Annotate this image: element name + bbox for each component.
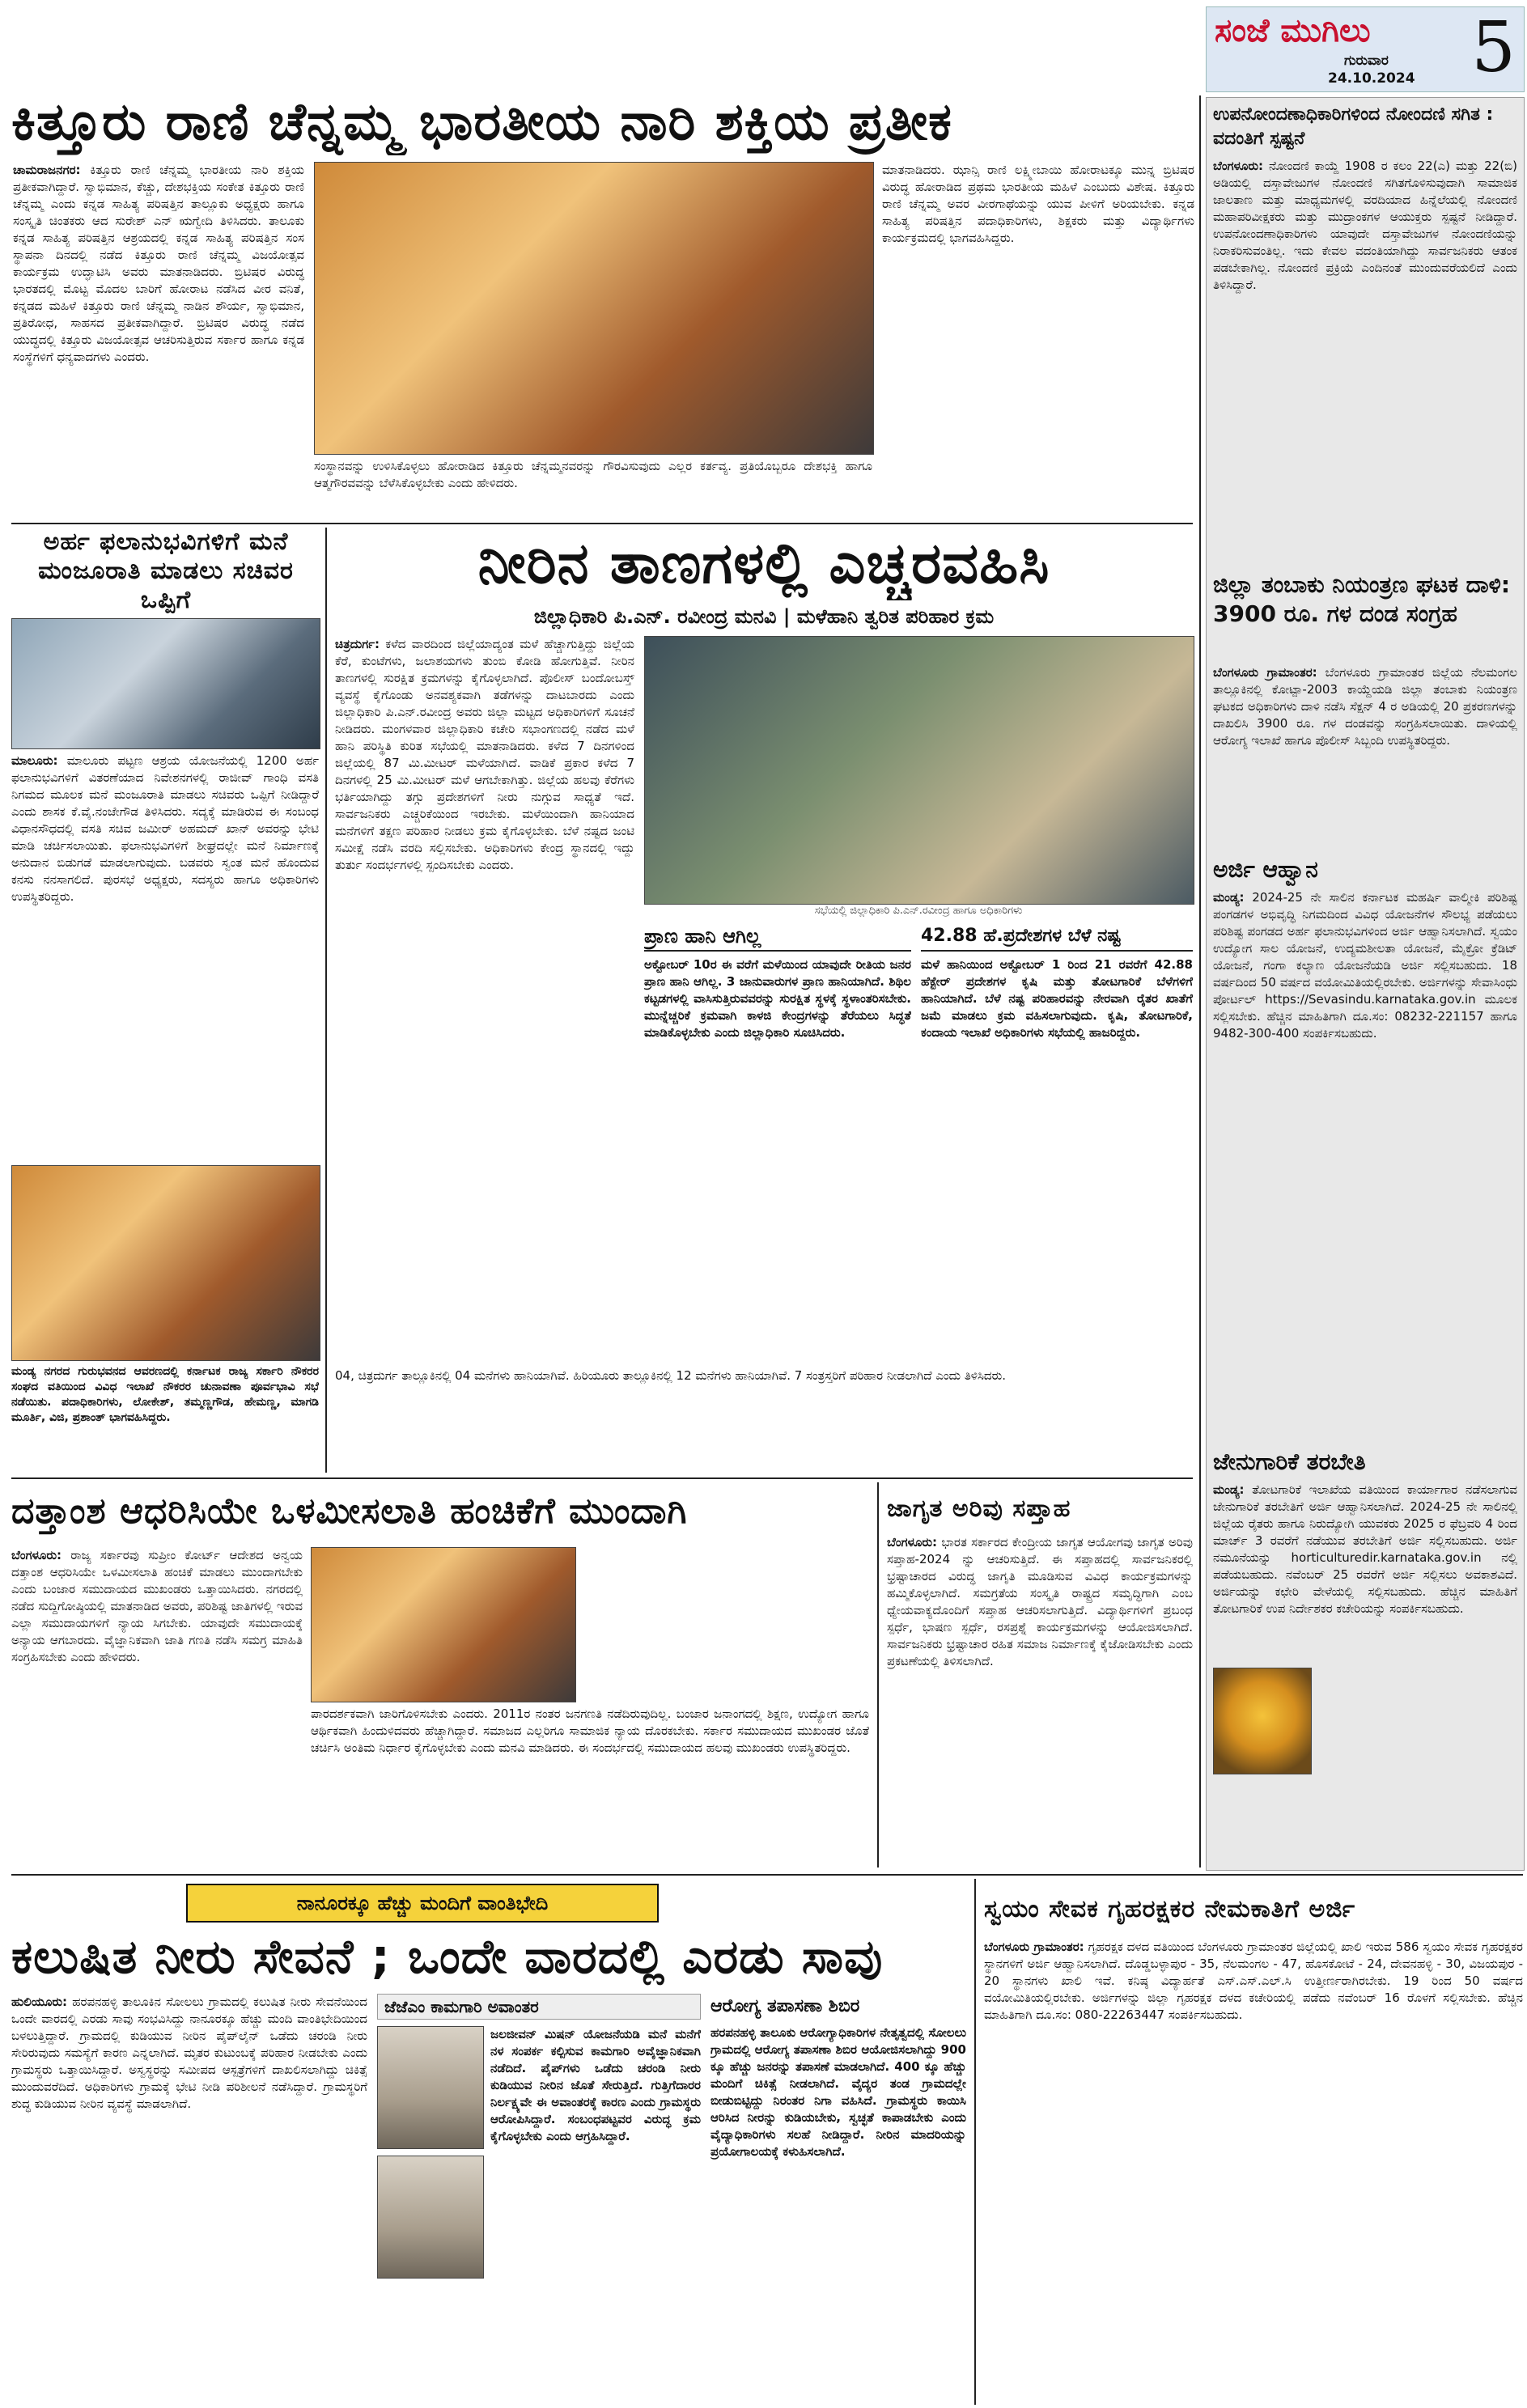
sidebar-s3-headline: ಅರ್ಜಿ ಆಹ್ವಾನ [1213, 856, 1318, 883]
victim-photo-2 [377, 2156, 484, 2279]
bottom-story [11, 1994, 367, 2398]
divider [11, 1477, 1193, 1479]
datthamsha-body: ರಾಜ್ಯ ಸರ್ಕಾರವು ಸುಪ್ರೀಂ ಕೋರ್ಟ್ ಆದೇಶದ ಅನ್ವಯ ದತ್ತಾಂಶ ಆಧರಿಸಿಯೇ ಒಳಮೀಸಲಾತಿ ಹಂಚಿಕೆ ಮಾಡಲು ಮುಂದಾಗಬೇಕು ಎಂದು ಬಂಜಾರ ಸಮುದಾಯದ ಮುಖಂಡರು ಒತ್ತಾಯಿಸಿದರು. ನಗರದಲ್ಲಿ ನಡೆದ ಸುದ್ದಿಗೋಷ್ಠಿಯಲ್ಲಿ ಮಾತನಾಡಿದ ಅವರು, ಪರಿಶಿಷ್ಟ ಜಾತಿಗಳಲ್ಲಿ ಇರುವ ಎಲ್ಲಾ ಸಮುದಾಯಗಳಿಗೆ ನ್ಯಾಯ ಸಿಗಬೇಕು. ಯಾವುದೇ ಸಮುದಾಯಕ್ಕೆ ಅನ್ಯಾಯ ಆಗಬಾರದು. ವೈಜ್ಞಾನಿಕವಾಗಿ ಜಾತಿ ಗಣತಿ ನಡೆಸಿ ಸಮಗ್ರ ಮಾಹಿತಿ ಸಂಗ್ರಹಿಸಬೇಕು ಎಂದು ಹೇಳಿದರು. [11, 1548, 303, 1664]
lead-body-col1: ಕಿತ್ತೂರು ರಾಣಿ ಚೆನ್ನಮ್ಮ ಭಾರತೀಯ ನಾರಿ ಶಕ್ತಿಯ ಪ್ರತೀಕವಾಗಿದ್ದಾರೆ. ಸ್ವಾಭಿಮಾನ, ಕೆಚ್ಚು, ದೇಶಭಕ್ತಿಯ ಸಂಕೇತ ಕಿತ್ತೂರು ರಾಣಿ ಚೆನ್ನಮ್ಮ ಎಂದು ಕನ್ನಡ ಸಾಹಿತ್ಯ ಪರಿಷತ್ತಿನ ತಾಲ್ಲೂಕು ಅಧ್ಯಕ್ಷರು ಹಾಗೂ ಸಂಸ್ಕೃತಿ ಚಿಂತಕರು ಆದ ಸುರೇಶ್ ಎನ್ ಋಗ್ವೇದಿ ತಿಳಿಸಿದರು. ತಾಲೂಕು ಕನ್ನಡ ಸಾಹಿತ್ಯ ಪರಿಷತ್ತಿನ ಆಶ್ರಯದಲ್ಲಿ ಕನ್ನಡ ಸಾಹಿತ್ಯ ಪರಿಷತ್ತಿನ ಸಂಸ ಸ್ಥಾಪನಾ ದಿನದಲ್ಲಿ ನಡೆದ ಕಿತ್ತೂರು ರಾಣಿ ಚೆನ್ನಮ್ಮ ವಿಜಯೋತ್ಸವ ಕಾರ್ಯಕ್ರಮ ಉದ್ಘಾಟಿಸಿ ಅವರು ಮಾತನಾಡಿದರು. ಬ್ರಿಟಿಷರ ವಿರುದ್ಧ ಭಾರತದಲ್ಲಿ ಮೊಟ್ಟ ಮೊದಲ ಬಾರಿಗೆ ಹೋರಾಟ ನಡೆಸಿದ ವೀರ ವನಿತೆ, ಕನ್ನಡದ ಮಹಿಳೆ ಕಿತ್ತೂರು ರಾಣಿ ಚೆನ್ನಮ್ಮ ನಾಡಿನ ಶೌರ್ಯ, ಸ್ವಾಭಿಮಾನ, ಪ್ರತಿರೋಧ, ಸಾಹಸದ ಪ್ರತೀಕವಾಗಿದ್ದಾರೆ. ಬ್ರಿಟಿಷರ ವಿರುದ್ಧ ನಡೆದ ಯುದ್ಧದಲ್ಲಿ ಕಿತ್ತೂರು ವಿಜಯೋತ್ಸವ ಆಚರಿಸುತ್ತಿರುವ ಸರ್ಕಾರ ಹಾಗೂ ಕನ್ನಡ ಸಂಸ್ಥೆಗಳಿಗೆ ಧನ್ಯವಾದಗಳು ಎಂದರು. [13, 163, 304, 364]
jjm-box [377, 1994, 701, 2398]
sidebar [1206, 97, 1525, 1871]
sidebar-s4-dateline: ಮಂಡ್ಯ: [1213, 1482, 1245, 1497]
mane-dateline: ಮಾಲೂರು: [11, 753, 58, 768]
sidebar-s4-body: ತೋಟಗಾರಿಕೆ ಇಲಾಖೆಯ ವತಿಯಿಂದ ಕಾರ್ಯಾಗಾರ ನಡೆಸಲಾಗುವ ಜೇನುಗಾರಿಕೆ ತರಬೇತಿಗೆ ಅರ್ಜಿ ಆಹ್ವಾನಿಸಲಾಗಿದೆ. 2024-25 ನೇ ಸಾಲಿನಲ್ಲಿ ಜಿಲ್ಲೆಯ ರೈತರು ಹಾಗೂ ನಿರುದ್ಯೋಗಿ ಯುವಕರು 2025 ರ ಫೆಬ್ರವರಿ 4 ರಿಂದ ಮಾರ್ಚ್ 3 ರವರೆಗೆ ನಡೆಯುವ ತರಬೇತಿಗೆ ಅರ್ಜಿ ಸಲ್ಲಿಸಬಹುದು. ಅರ್ಜಿ ನಮೂನೆಯನ್ನು horticulturedir.karnataka.gov.in ನಲ್ಲಿ ಪಡೆಯಬಹುದು. ನವೆಂಬರ್ 25 ರವರೆಗೆ ಅರ್ಜಿ ಸಲ್ಲಿಸಲು ಅವಕಾಶವಿದೆ. ಅರ್ಜಿಯನ್ನು ಕಛೇರಿ ವೇಳೆಯಲ್ಲಿ ಸಲ್ಲಿಸಬಹುದು. ಹೆಚ್ಚಿನ ಮಾಹಿತಿಗೆ ತೋಟಗಾರಿಕೆ ಉಪ ನಿರ್ದೇಶಕರ ಕಚೇರಿಯನ್ನು ಸಂಪರ್ಕಿಸಬಹುದು. [1213, 1482, 1517, 1616]
health-camp-title: ಆರೋಗ್ಯ ತಪಾಸಣಾ ಶಿಬಿರ [710, 1996, 860, 2016]
lead-story-col2 [314, 458, 872, 518]
neeru-headline: ನೀರಿನ ತಾಣಗಳಲ್ಲಿ ಎಚ್ಚರವಹಿಸಿ [477, 530, 1050, 596]
page-number: 5 [1471, 7, 1516, 88]
sidebar-s2-body: ಬೆಂಗಳೂರು ಗ್ರಾಮಾಂತರ ಜಿಲ್ಲೆಯ ನೆಲಮಂಗಲ ತಾಲ್ಲೂಕಿನಲ್ಲಿ ಕೋಟ್ಪಾ-2003 ಕಾಯ್ದೆಯಡಿ ಜಿಲ್ಲಾ ತಂಬಾಕು ನಿಯಂತ್ರಣ ಘಟಕದ ಅಧಿಕಾರಿಗಳು ದಾಳಿ ನಡೆಸಿ ಸೆಕ್ಷನ್ 4 ರ ಅಡಿಯಲ್ಲಿ 20 ಪ್ರಕರಣಗಳನ್ನು ದಾಖಲಿಸಿ 3900 ರೂ. ಗಳ ದಂಡವನ್ನು ಸಂಗ್ರಹಿಸಲಾಯಿತು. ದಾಳಿಯಲ್ಲಿ ಆರೋಗ್ಯ ಇಲಾಖೆ ಹಾಗೂ ಪೊಲೀಸ್ ಸಿಬ್ಬಂದಿ ಉಪಸ್ಥಿತರಿದ್ದರು. [1213, 665, 1517, 748]
sidebar-s1-headline: ಉಪನೋಂದಣಾಧಿಕಾರಿಗಳಿಂದ ನೋಂದಣಿ ಸಗಿತ : ವದಂತಿಗೆ ಸ್ಪಷ್ಟನೆ [1213, 104, 1494, 149]
sidebar-s3-story [1213, 889, 1517, 1439]
health-camp-body: ಹರಪನಹಳ್ಳಿ ತಾಲೂಕು ಆರೋಗ್ಯಾಧಿಕಾರಿಗಳ ನೇತೃತ್ವದಲ್ಲಿ ಸೋಲಲು ಗ್ರಾಮದಲ್ಲಿ ಆರೋಗ್ಯ ತಪಾಸಣಾ ಶಿಬಿರ ಆಯೋಜಿಸಲಾಗಿದ್ದು 900 ಕ್ಕೂ ಹೆಚ್ಚು ಜನರನ್ನು ತಪಾಸಣೆ ಮಾಡಲಾಗಿದೆ. 400 ಕ್ಕೂ ಹೆಚ್ಚು ಮಂದಿಗೆ ಚಿಕಿತ್ಸೆ ನೀಡಲಾಗಿದೆ. ವೈದ್ಯರ ತಂಡ ಗ್ರಾಮದಲ್ಲೇ ಬೀಡುಬಿಟ್ಟಿದ್ದು ನಿರಂತರ ನಿಗಾ ವಹಿಸಿದೆ. ಗ್ರಾಮಸ್ಥರು ಕಾಯಿಸಿ ಆರಿಸಿದ ನೀರನ್ನು ಕುಡಿಯಬೇಕು, ಸ್ವಚ್ಛತೆ ಕಾಪಾಡಬೇಕು ಎಂದು ವೈದ್ಯಾಧಿಕಾರಿಗಳು ಸಲಹೆ ನೀಡಿದ್ದಾರೆ. ನೀರಿನ ಮಾದರಿಯನ್ನು ಪ್ರಯೋಗಾಲಯಕ್ಕೆ ಕಳುಹಿಸಲಾಗಿದೆ. [710, 2025, 966, 2159]
divider [325, 528, 327, 1473]
masthead-date: 24.10.2024 [1328, 70, 1415, 87]
swayam-headline: ಸ್ವಯಂ ಸೇವಕ ಗೃಹರಕ್ಷಕರ ನೇಮಕಾತಿಗೆ ಅರ್ಜಿ [984, 1895, 1355, 1923]
jagrutha-story [887, 1534, 1193, 1863]
divider [974, 1879, 976, 2405]
neeru-story [335, 636, 634, 1356]
jagrutha-body: ಭಾರತ ಸರ್ಕಾರದ ಕೇಂದ್ರೀಯ ಜಾಗೃತ ಆಯೋಗವು ಜಾಗೃತ ಅರಿವು ಸಪ್ತಾಹ-2024 ನ್ನು ಆಚರಿಸುತ್ತಿದೆ. ಈ ಸಪ್ತಾಹದಲ್ಲಿ ಸಾರ್ವಜನಿಕರಲ್ಲಿ ಭ್ರಷ್ಟಾಚಾರದ ವಿರುದ್ಧ ಜಾಗೃತಿ ಮೂಡಿಸುವ ವಿವಿಧ ಕಾರ್ಯಕ್ರಮಗಳನ್ನು ಹಮ್ಮಿಕೊಳ್ಳಲಾಗಿದೆ. ಸಮಗ್ರತೆಯ ಸಂಸ್ಕೃತಿ ರಾಷ್ಟ್ರದ ಸಮೃದ್ಧಿಗಾಗಿ ಎಂಬ ಧ್ಯೇಯವಾಕ್ಯದೊಂದಿಗೆ ಸಪ್ತಾಹ ಆಚರಿಸಲಾಗುತ್ತಿದೆ. ವಿದ್ಯಾರ್ಥಿಗಳಿಗೆ ಪ್ರಬಂಧ ಸ್ಪರ್ಧೆ, ಭಾಷಣ ಸ್ಪರ್ಧೆ, ರಸಪ್ರಶ್ನೆ ಕಾರ್ಯಕ್ರಮಗಳನ್ನು ಆಯೋಜಿಸಲಾಗಿದೆ. ಸಾರ್ವಜನಿಕರು ಭ್ರಷ್ಟಾಚಾರ ರಹಿತ ಸಮಾಜ ನಿರ್ಮಾಣಕ್ಕೆ ಕೈಜೋಡಿಸಬೇಕು ಎಂದು ಪ್ರಕಟಣೆಯಲ್ಲಿ ತಿಳಿಸಲಾಗಿದೆ. [887, 1535, 1193, 1668]
datthamsha-photo [311, 1547, 576, 1702]
swayam-story [984, 1939, 1523, 2400]
sidebar-s1-dateline: ಬೆಂಗಳೂರು: [1213, 159, 1264, 173]
jjm-box-title: ಜೆಜೆಎಂ ಕಾಮಗಾರಿ ಅವಾಂತರ [377, 1994, 701, 2020]
sidebar-s4-story [1213, 1482, 1517, 1862]
lead-dateline: ಚಾಮರಾಜನಗರ: [13, 163, 81, 177]
neeru-body: ಕಳೆದ ವಾರದಿಂದ ಜಿಲ್ಲೆಯಾದ್ಯಂತ ಮಳೆ ಹೆಚ್ಚಾಗುತ್ತಿದ್ದು ಜಿಲ್ಲೆಯ ಕೆರೆ, ಕುಂಟೆಗಳು, ಜಲಾಶಯಗಳು ತುಂಬಿ ಕೋಡಿ ಹೋಗುತ್ತಿವೆ. ನೀರಿನ ತಾಣಗಳಲ್ಲಿ ಸುರಕ್ಷಿತ ಕ್ರಮಗಳನ್ನು ಕೈಗೊಳ್ಳಲಾಗಿದೆ. ಪೊಲೀಸ್ ಬಂದೋಬಸ್ತ್ ವ್ಯವಸ್ಥೆ ಕೈಗೊಂಡು ಅನವಶ್ಯಕವಾಗಿ ತಡೆಗಳನ್ನು ದಾಟಬಾರದು ಎಂದು ಜಿಲ್ಲಾಧಿಕಾರಿ ಪಿ.ಎನ್.ರವೀಂದ್ರ ಅವರು ಜಿಲ್ಲಾ ಮಟ್ಟದ ಅಧಿಕಾರಿಗಳಿಗೆ ಸೂಚನೆ ನೀಡಿದರು. ಮಂಗಳವಾರ ಜಿಲ್ಲಾಧಿಕಾರಿ ಕಚೇರಿ ಸಭಾಂಗಣದಲ್ಲಿ ನಡೆದ ಮಳೆ ಹಾನಿ ಪರಿಸ್ಥಿತಿ ಕುರಿತ ಸಭೆಯಲ್ಲಿ ಮಾತನಾಡಿದರು. ಕಳೆದ 7 ದಿನಗಳಿಂದ ಜಿಲ್ಲೆಯಲ್ಲಿ 87 ಮಿ.ಮೀಟರ್ ಮಳೆಯಾಗಿದೆ. ವಾಡಿಕೆ ಪ್ರಕಾರ ಕಳೆದ 7 ದಿನಗಳಲ್ಲಿ 25 ಮಿ.ಮೀಟರ್ ಮಳೆ ಆಗಬೇಕಾಗಿತ್ತು. ಜಿಲ್ಲೆಯ ಹಲವು ಕೆರೆಗಳು ಭರ್ತಿಯಾಗಿದ್ದು ತಗ್ಗು ಪ್ರದೇಶಗಳಿಗೆ ನೀರು ನುಗ್ಗುವ ಸಾಧ್ಯತೆ ಇದೆ. ಸಾರ್ವಜನಿಕರು ಎಚ್ಚರಿಕೆಯಿಂದ ಇರಬೇಕು. ಮಳೆಯಿಂದಾಗಿ ಹಾನಿಯಾದ ಮನೆಗಳಿಗೆ ತಕ್ಷಣ ಪರಿಹಾರ ನೀಡಲು ಕ್ರಮ ಕೈಗೊಳ್ಳಬೇಕು. ಬೆಳೆ ನಷ್ಟದ ಜಂಟಿ ಸಮೀಕ್ಷೆ ನಡೆಸಿ ವರದಿ ಸಲ್ಲಿಸಬೇಕು. ಅಧಿಕಾರಿಗಳು ಕೇಂದ್ರ ಸ್ಥಾನದಲ್ಲಿ ಇದ್ದು ತುರ್ತು ಸಂದರ್ಭಗಳಲ್ಲಿ ಸ್ಪಂದಿಸಬೇಕು ಎಂದರು. [335, 637, 634, 872]
mane-photo [11, 618, 320, 749]
lead-headline: ಕಿತ್ತೂರು ರಾಣಿ ಚೆನ್ನಮ್ಮ ಭಾರತೀಯ ನಾರಿ ಶಕ್ತಿಯ ಪ್ರತೀಕ [11, 92, 952, 152]
neeru-dateline: ಚಿತ್ರದುರ್ಗ: [335, 637, 380, 651]
victim-photo-1 [377, 2026, 484, 2149]
jagrutha-headline: ಜಾಗೃತ ಅರಿವು ಸಪ್ತಾಹ [887, 1494, 1071, 1523]
neeru-box1 [644, 922, 911, 1359]
sidebar-s2-headline: ಜಿಲ್ಲಾ ತಂಬಾಕು ನಿಯಂತ್ರಣ ಘಟಕ ದಾಳಿ: 3900 ರೂ. ಗಳ ದಂಡ ಸಂಗ್ರಹ [1213, 571, 1511, 627]
neeru-box2 [921, 922, 1193, 1359]
mane-body: ಮಾಲೂರು ಪಟ್ಟಣ ಆಶ್ರಯ ಯೋಜನೆಯಲ್ಲಿ 1200 ಅರ್ಹ ಫಲಾನುಭವಿಗಳಿಗೆ ವಿತರಣೆಯಾದ ನಿವೇಶನಗಳಲ್ಲಿ ರಾಜೀವ್ ಗಾಂಧಿ ವಸತಿ ನಿಗಮದ ಮೂಲಕ ಮನೆ ಮಂಜೂರಾತಿ ಮಾಡಲು ಸಚಿವರು ಒಪ್ಪಿಗೆ ನೀಡಿದ್ದಾರೆ ಎಂದು ಶಾಸಕ ಕೆ.ವೈ.ನಂಜೇಗೌಡ ತಿಳಿಸಿದರು. ಸದ್ಯಕ್ಕೆ ಮಾಡಿರುವ ಈ ಸಂಬಂಧ ವಿಧಾನಸೌಧದಲ್ಲಿ ವಸತಿ ಸಚಿವ ಜಮೀರ್ ಅಹಮದ್ ಖಾನ್ ಅವರನ್ನು ಭೇಟಿ ಮಾಡಿ ಚರ್ಚಿಸಲಾಯಿತು. ಫಲಾನುಭವಿಗಳಿಗೆ ಶೀಘ್ರದಲ್ಲೇ ಮನೆ ನಿರ್ಮಾಣಕ್ಕೆ ಅನುದಾನ ಬಿಡುಗಡೆ ಮಾಡಲಾಗುವುದು. ಬಡವರು ಸ್ವಂತ ಮನೆ ಹೊಂದುವ ಕನಸು ನನಸಾಗಲಿದೆ. ಪುರಸಭೆ ಅಧ್ಯಕ್ಷರು, ಸದಸ್ಯರು ಹಾಗೂ ಅಧಿಕಾರಿಗಳು ಉಪಸ್ಥಿತರಿದ್ದರು. [11, 753, 319, 904]
neeru-photo-caption: ಸಭೆಯಲ್ಲಿ ಜಿಲ್ಲಾಧಿಕಾರಿ ಪಿ.ಎನ್.ರವೀಂದ್ರ ಹಾಗೂ ಅಧಿಕಾರಿಗಳು [814, 905, 1023, 917]
sidebar-s3-body: 2024-25 ನೇ ಸಾಲಿನ ಕರ್ನಾಟಕ ಮಹರ್ಷಿ ವಾಲ್ಮೀಕಿ ಪರಿಶಿಷ್ಟ ಪಂಗಡಗಳ ಅಭಿವೃದ್ಧಿ ನಿಗಮದಿಂದ ವಿವಿಧ ಯೋಜನೆಗಳ ಸೌಲಭ್ಯ ಪಡೆಯಲು ಪರಿಶಿಷ್ಟ ಪಂಗಡದ ಅರ್ಹ ಫಲಾನುಭವಿಗಳಿಂದ ಅರ್ಜಿ ಆಹ್ವಾನಿಸಲಾಗಿದೆ. ಸ್ವಯಂ ಉದ್ಯೋಗ ಸಾಲ ಯೋಜನೆ, ಉದ್ಯಮಶೀಲತಾ ಯೋಜನೆ, ಮೈಕ್ರೋ ಕ್ರೆಡಿಟ್ ಯೋಜನೆ, ಗಂಗಾ ಕಲ್ಯಾಣ ಯೋಜನೆಯಡಿ ಅರ್ಜಿ ಸಲ್ಲಿಸಬಹುದು. 18 ವರ್ಷದಿಂದ 50 ವರ್ಷದ ವಯೋಮಿತಿಯಲ್ಲಿರಬೇಕು. ಅರ್ಜಿಗಳನ್ನು ಸೇವಾಸಿಂಧು ಪೋರ್ಟಲ್ https://Sevasindu.karnataka.gov.in ಮೂಲಕ ಸಲ್ಲಿಸಬೇಕು. ಹೆಚ್ಚಿನ ಮಾಹಿತಿಗಾಗಿ ದೂ.ಸಂ: 08232-221157 ಹಾಗೂ 9482-300-400 ಸಂಪರ್ಕಿಸಬಹುದು. [1213, 890, 1517, 1041]
neeru-box2-title: 42.88 ಹೆ.ಪ್ರದೇಶಗಳ ಬೆಳೆ ನಷ್ಟ [921, 922, 1193, 952]
neeru-photo [644, 636, 1194, 905]
divider [877, 1482, 879, 1867]
sidebar-s1-story [1213, 158, 1517, 562]
bottom-tag: ನಾನೂರಕ್ಕೂ ಹೆಚ್ಚು ಮಂದಿಗೆ ವಾಂತಿಭೇದಿ [186, 1884, 659, 1923]
sidebar-s1-body: ನೋಂದಣಿ ಕಾಯ್ದೆ 1908 ರ ಕಲಂ 22(ಎ) ಮತ್ತು 22(ಬಿ) ಅಡಿಯಲ್ಲಿ ದಸ್ತಾವೇಜುಗಳ ನೋಂದಣಿ ಸಗಿತಗೊಳಿಸುವುದಾಗಿ ಸಾಮಾಜಿಕ ಜಾಲತಾಣ ಮತ್ತು ಮಾಧ್ಯಮಗಳಲ್ಲಿ ವರದಿಯಾದ ಹಿನ್ನೆಲೆಯಲ್ಲಿ ನೋಂದಣಿ ಮಹಾಪರಿವೀಕ್ಷಕರು ಮತ್ತು ಮುದ್ರಾಂಕಗಳ ಆಯುಕ್ತರು ಸ್ಪಷ್ಟನೆ ನೀಡಿದ್ದಾರೆ. ಉಪನೋಂದಣಾಧಿಕಾರಿಗಳು ಯಾವುದೇ ದಸ್ತಾವೇಜುಗಳ ನೋಂದಣಿಯನ್ನು ನಿರಾಕರಿಸುವಂತಿಲ್ಲ. ಇದು ಕೇವಲ ವದಂತಿಯಾಗಿದ್ದು ಸಾರ್ವಜನಿಕರು ಆತಂಕ ಪಡಬೇಕಾಗಿಲ್ಲ. ನೋಂದಣಿ ಪ್ರಕ್ರಿಯೆ ಎಂದಿನಂತೆ ಮುಂದುವರೆಯಲಿದೆ ಎಂದು ತಿಳಿಸಿದ್ದಾರೆ. [1213, 159, 1517, 292]
neeru-body2: 04, ಚಿತ್ರದುರ್ಗ ತಾಲ್ಲೂಕಿನಲ್ಲಿ 04 ಮನೆಗಳು ಹಾನಿಯಾಗಿವೆ. ಹಿರಿಯೂರು ತಾಲ್ಲೂಕಿನಲ್ಲಿ 12 ಮನೆಗಳು ಹಾನಿಯಾಗಿವೆ. 7 ಸಂತ್ರಸ್ತರಿಗೆ ಪರಿಹಾರ ನೀಡಲಾಗಿದೆ ಎಂದು ತಿಳಿಸಿದರು. [335, 1368, 1007, 1383]
datthamsha-story [11, 1547, 303, 1863]
masthead-logo: ಸಂಜೆ ಮುಗಿಲು [1215, 12, 1371, 49]
divider [11, 523, 1193, 524]
neeru-box1-title: ಪ್ರಾಣ ಹಾನಿ ಆಗಿಲ್ಲ [644, 922, 911, 952]
mane-story [11, 752, 319, 1157]
bottom-dateline: ಹುಲಿಯೂರು: [11, 1995, 68, 2009]
lead-body-col3b: ಮಾತನಾಡಿದರು. ಝಾನ್ಸಿ ರಾಣಿ ಲಕ್ಷ್ಮೀಬಾಯಿ ಹೋರಾಟಕ್ಕೂ ಮುನ್ನ ಬ್ರಿಟಿಷರ ವಿರುದ್ಧ ಹೋರಾಡಿದ ಪ್ರಥಮ ಭಾರತೀಯ ಮಹಿಳೆ ಎಂಬುದು ವಿಶೇಷ. ಕಿತ್ತೂರು ರಾಣಿ ಚೆನ್ನಮ್ಮ ಅವರ ವೀರಗಾಥೆಯನ್ನು ಯುವ ಪೀಳಿಗೆ ಅರಿಯಬೇಕು. ಕನ್ನಡ ಸಾಹಿತ್ಯ ಪರಿಷತ್ತಿನ ಪದಾಧಿಕಾರಿಗಳು, ಶಿಕ್ಷಕರು ಮತ್ತು ವಿದ್ಯಾರ್ಥಿಗಳು ಕಾರ್ಯಕ್ರಮದಲ್ಲಿ ಭಾಗವಹಿಸಿದ್ದರು. [882, 163, 1194, 245]
divider [11, 1874, 1523, 1876]
datthamsha-headline: ದತ್ತಾಂಶ ಆಧರಿಸಿಯೇ ಒಳಮೀಸಲಾತಿ ಹಂಚಿಕೆಗೆ ಮುಂದಾಗಿ [11, 1490, 688, 1532]
swayam-body: ಗೃಹರಕ್ಷಕ ದಳದ ವತಿಯಿಂದ ಬೆಂಗಳೂರು ಗ್ರಾಮಾಂತರ ಜಿಲ್ಲೆಯಲ್ಲಿ ಖಾಲಿ ಇರುವ 586 ಸ್ವಯಂ ಸೇವಕ ಗೃಹರಕ್ಷಕರ ಸ್ಥಾನಗಳಿಗೆ ಅರ್ಜಿ ಆಹ್ವಾನಿಸಲಾಗಿದೆ. ದೊಡ್ಡಬಳ್ಳಾಪುರ - 35, ನೆಲಮಂಗಲ - 47, ಹೊಸಕೋಟೆ - 24, ದೇವನಹಳ್ಳಿ - 30, ವಿಜಯಪುರ - 20 ಸ್ಥಾನಗಳು ಖಾಲಿ ಇವೆ. ಕನಿಷ್ಠ ವಿದ್ಯಾರ್ಹತೆ ಎಸ್.ಎಸ್.ಎಲ್.ಸಿ ಉತ್ತೀರ್ಣರಾಗಿರಬೇಕು. 19 ರಿಂದ 50 ವರ್ಷದ ವಯೋಮಿತಿಯಲ್ಲಿರಬೇಕು. ಅರ್ಜಿಗಳನ್ನು ಜಿಲ್ಲಾ ಗೃಹರಕ್ಷಕ ದಳದ ಕಚೇರಿಯಲ್ಲಿ ಪಡೆದು ನವೆಂಬರ್ 16 ರೊಳಗೆ ಸಲ್ಲಿಸಬೇಕು. ಹೆಚ್ಚಿನ ಮಾಹಿತಿಗಾಗಿ ದೂ.ಸಂ: 080-22263447 ಸಂಪರ್ಕಿಸಬಹುದು. [984, 1940, 1523, 2022]
mandya-caption: ಮಂಡ್ಯ ನಗರದ ಗುರುಭವನದ ಆವರಣದಲ್ಲಿ ಕರ್ನಾಟಕ ರಾಜ್ಯ ಸರ್ಕಾರಿ ನೌಕರರ ಸಂಘದ ವತಿಯಿಂದ ವಿವಿಧ ಇಲಾಖೆ ನೌಕರರ ಚುನಾವಣಾ ಪೂರ್ವಭಾವಿ ಸಭೆ ನಡೆಯಿತು. ಪದಾಧಿಕಾರಿಗಳು, ಲೋಕೇಶ್, ತಮ್ಮಣ್ಣಗೌಡ, ಹೇಮಣ್ಣ, ಮಾಗಡಿ ಮೂರ್ತಿ, ವಿಜಿ, ಪ್ರಶಾಂತ್ ಭಾಗವಹಿಸಿದ್ದರು. [11, 1365, 319, 1424]
masthead-weekday: ಗುರುವಾರ [1344, 53, 1389, 69]
bottom-body: ಹರಪನಹಳ್ಳಿ ತಾಲೂಕಿನ ಸೋಲಲು ಗ್ರಾಮದಲ್ಲಿ ಕಲುಷಿತ ನೀರು ಸೇವನೆಯಿಂದ ಒಂದೇ ವಾರದಲ್ಲಿ ಎರಡು ಸಾವು ಸಂಭವಿಸಿದ್ದು ನಾನೂರಕ್ಕೂ ಹೆಚ್ಚು ಮಂದಿ ವಾಂತಿಭೇದಿಯಿಂದ ಬಳಲುತ್ತಿದ್ದಾರೆ. ಗ್ರಾಮದಲ್ಲಿ ಕುಡಿಯುವ ನೀರಿನ ಪೈಪ್‌ಲೈನ್ ಒಡೆದು ಚರಂಡಿ ನೀರು ಸೇರಿರುವುದು ಸಮಸ್ಯೆಗೆ ಕಾರಣ ಎನ್ನಲಾಗಿದೆ. ಮೃತರ ಕುಟುಂಬಕ್ಕೆ ಪರಿಹಾರ ನೀಡಬೇಕು ಎಂದು ಗ್ರಾಮಸ್ಥರು ಒತ್ತಾಯಿಸಿದ್ದಾರೆ. ಅಸ್ವಸ್ಥರನ್ನು ಸಮೀಪದ ಆಸ್ಪತ್ರೆಗಳಿಗೆ ದಾಖಲಿಸಲಾಗಿದ್ದು ಚಿಕಿತ್ಸೆ ಮುಂದುವರೆದಿದೆ. ಅಧಿಕಾರಿಗಳು ಗ್ರಾಮಕ್ಕೆ ಭೇಟಿ ನೀಡಿ ಪರಿಶೀಲನೆ ನಡೆಸಿದ್ದಾರೆ. ಗ್ರಾಮಸ್ಥರಿಗೆ ಶುದ್ಧ ಕುಡಿಯುವ ನೀರಿನ ವ್ಯವಸ್ಥೆ ಮಾಡಲಾಗಿದೆ. [11, 1995, 367, 2111]
divider [1199, 95, 1201, 1867]
jagrutha-dateline: ಬೆಂಗಳೂರು: [887, 1535, 938, 1550]
sidebar-s2-story [1213, 664, 1517, 850]
datthamsha-dateline: ಬೆಂಗಳೂರು: [11, 1548, 62, 1562]
lead-story-col3 [882, 162, 1194, 518]
datthamsha-col3 [583, 1547, 869, 1701]
bottom-headline: ಕಲುಷಿತ ನೀರು ಸೇವನೆ ; ಒಂದೇ ವಾರದಲ್ಲಿ ಎರಡು ಸಾವು [11, 1929, 884, 1984]
masthead [1206, 6, 1525, 92]
jjm-box-body: ಜಲಜೀವನ್ ಮಿಷನ್ ಯೋಜನೆಯಡಿ ಮನೆ ಮನೆಗೆ ನಳ ಸಂಪರ್ಕ ಕಲ್ಪಿಸುವ ಕಾಮಗಾರಿ ಅವೈಜ್ಞಾನಿಕವಾಗಿ ನಡೆದಿದೆ. ಪೈಪ್‌ಗಳು ಒಡೆದು ಚರಂಡಿ ನೀರು ಕುಡಿಯುವ ನೀರಿನ ಜೊತೆ ಸೇರುತ್ತಿದೆ. ಗುತ್ತಿಗೆದಾರರ ನಿರ್ಲಕ್ಷ್ಯವೇ ಈ ಅವಾಂತರಕ್ಕೆ ಕಾರಣ ಎಂದು ಗ್ರಾಮಸ್ಥರು ಆರೋಪಿಸಿದ್ದಾರೆ. ಸಂಬಂಧಪಟ್ಟವರ ವಿರುದ್ಧ ಕ್ರಮ ಕೈಗೊಳ್ಳಬೇಕು ಎಂದು ಆಗ್ರಹಿಸಿದ್ದಾರೆ. [490, 2027, 701, 2143]
neeru-subhead: ಜಿಲ್ಲಾಧಿಕಾರಿ ಪಿ.ಎನ್. ರವೀಂದ್ರ ಮನವಿ | ಮಳೆಹಾನಿ ತ್ವರಿತ ಪರಿಹಾರ ಕ್ರಮ [533, 605, 995, 628]
lead-photo [314, 162, 874, 455]
sidebar-s2-dateline: ಬೆಂಗಳೂರು ಗ್ರಾಮಾಂತರ: [1213, 665, 1317, 680]
mandya-photo [11, 1165, 320, 1361]
mane-headline: ಅರ್ಹ ಫಲಾನುಭವಿಗಳಿಗೆ ಮನೆ ಮಂಜೂರಾತಿ ಮಾಡಲು ಸಚಿವರ ಒಪ್ಪಿಗೆ [38, 528, 294, 614]
datthamsha-col2: ಪಾರದರ್ಶಕವಾಗಿ ಜಾರಿಗೊಳಿಸಬೇಕು ಎಂದರು. 2011ರ ನಂತರ ಜನಗಣತಿ ನಡೆದಿರುವುದಿಲ್ಲ. ಬಂಜಾರ ಜನಾಂಗದಲ್ಲಿ ಶಿಕ್ಷಣ, ಉದ್ಯೋಗ ಹಾಗೂ ಆರ್ಥಿಕವಾಗಿ ಹಿಂದುಳಿದವರು ಹೆಚ್ಚಾಗಿದ್ದಾರೆ. ಸಮಾಜದ ಎಲ್ಲರಿಗೂ ಸಾಮಾಜಿಕ ನ್ಯಾಯ ದೊರಕಬೇಕು. ಸರ್ಕಾರ ಸಮುದಾಯದ ಮುಖಂಡರ ಜೊತೆ ಚರ್ಚಿಸಿ ಅಂತಿಮ ನಿರ್ಧಾರ ಕೈಗೊಳ್ಳಬೇಕು ಎಂದು ಮನವಿ ಮಾಡಿದರು. ಈ ಸಂದರ್ಭದಲ್ಲಿ ಸಮುದಾಯದ ಹಲವು ಮುಖಂಡರು ಉಪಸ್ಥಿತರಿದ್ದರು. [311, 1706, 869, 1755]
health-camp-box [710, 1994, 966, 2398]
swayam-dateline: ಬೆಂಗಳೂರು ಗ್ರಾಮಾಂತರ: [984, 1940, 1084, 1954]
lead-story-col1 [13, 162, 304, 518]
neeru-box1-body: ಅಕ್ಟೋಬರ್ 10ರ ಈ ವರೆಗೆ ಮಳೆಯಿಂದ ಯಾವುದೇ ರೀತಿಯ ಜನರ ಪ್ರಾಣ ಹಾನಿ ಆಗಿಲ್ಲ. 3 ಜಾನುವಾರುಗಳ ಪ್ರಾಣ ಹಾನಿಯಾಗಿದೆ. ಶಿಥಿಲ ಕಟ್ಟಡಗಳಲ್ಲಿ ವಾಸಿಸುತ್ತಿರುವವರನ್ನು ಸುರಕ್ಷಿತ ಸ್ಥಳಕ್ಕೆ ಸ್ಥಳಾಂತರಿಸಬೇಕು. ಮುನ್ನೆಚ್ಚರಿಕೆ ಕ್ರಮವಾಗಿ ಕಾಳಜಿ ಕೇಂದ್ರಗಳನ್ನು ತೆರೆಯಲು ಸಿದ್ಧತೆ ಮಾಡಿಕೊಳ್ಳಬೇಕು ಎಂದು ಜಿಲ್ಲಾಧಿಕಾರಿ ಸೂಚಿಸಿದರು. [644, 957, 911, 1040]
lead-body-col3a: ಸಂಸ್ಥಾನವನ್ನು ಉಳಿಸಿಕೊಳ್ಳಲು ಹೋರಾಡಿದ ಕಿತ್ತೂರು ಚೆನ್ನಮ್ಮನವರನ್ನು ಗೌರವಿಸುವುದು ಎಲ್ಲರ ಕರ್ತವ್ಯ. ಪ್ರತಿಯೊಬ್ಬರೂ ದೇಶಭಕ್ತಿ ಹಾಗೂ ಆತ್ಮಗೌರವವನ್ನು ಬೆಳೆಸಿಕೊಳ್ಳಬೇಕು ಎಂದು ಹೇಳಿದರು. [314, 459, 872, 490]
neeru-box2-body: ಮಳೆ ಹಾನಿಯಿಂದ ಅಕ್ಟೋಬರ್ 1 ರಿಂದ 21 ರವರೆಗೆ 42.88 ಹೆಕ್ಟೇರ್ ಪ್ರದೇಶಗಳ ಕೃಷಿ ಮತ್ತು ತೋಟಗಾರಿಕೆ ಬೆಳೆಗಳಿಗೆ ಹಾನಿಯಾಗಿದೆ. ಬೆಳೆ ನಷ್ಟ ಪರಿಹಾರವನ್ನು ನೇರವಾಗಿ ರೈತರ ಖಾತೆಗೆ ಜಮೆ ಮಾಡಲು ಕ್ರಮ ವಹಿಸಲಾಗುವುದು. ಕೃಷಿ, ತೋಟಗಾರಿಕೆ, ಕಂದಾಯ ಇಲಾಖೆ ಅಧಿಕಾರಿಗಳು ಸಭೆಯಲ್ಲಿ ಹಾಜರಿದ್ದರು. [921, 957, 1193, 1040]
sidebar-s4-headline: ಜೇನುಗಾರಿಕೆ ತರಬೇತಿ [1213, 1448, 1366, 1475]
sidebar-s3-dateline: ಮಂಡ್ಯ: [1213, 890, 1245, 905]
